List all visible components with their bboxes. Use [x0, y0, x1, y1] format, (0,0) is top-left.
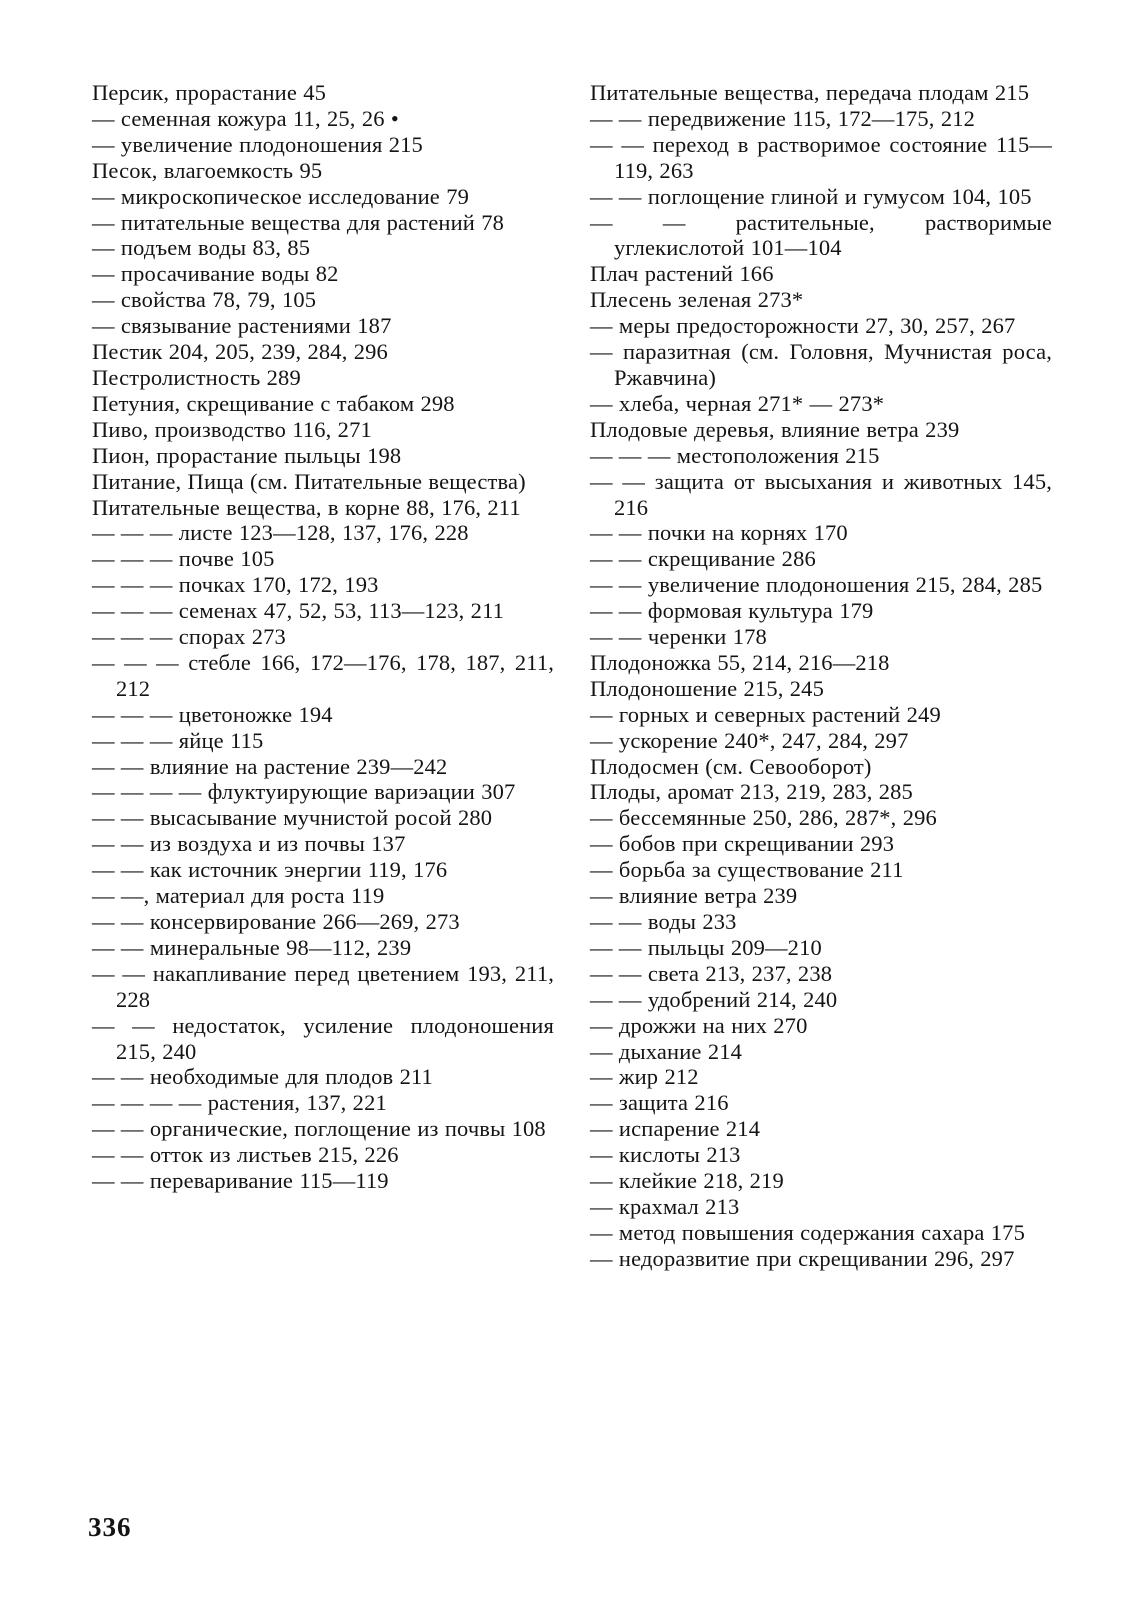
index-entry: — — переход в растворимое состояние 115—119, 263 — [590, 131, 1052, 183]
index-entry: — бессемянные 250, 286, 287*, 296 — [590, 805, 937, 831]
index-column-left — [92, 80, 554, 1194]
index-entry: Питание, Пища (см. Питательные вещества) — [92, 468, 526, 494]
index-entry: — свойства 78, 79, 105 — [92, 287, 317, 313]
index-entry: Плодосмен (см. Севооборот) — [590, 753, 872, 779]
index-entry: — испарение 214 — [590, 1116, 761, 1142]
index-entry: Пиво, производство 116, 271 — [92, 416, 372, 442]
index-entry: — питательные вещества для растений 78 — [92, 209, 505, 235]
index-entry: — — почки на корнях 170 — [590, 520, 848, 546]
index-entry: — — — яйце 115 — [92, 727, 264, 753]
index-entry: — — воды 233 — [590, 909, 737, 934]
index-entry: Плоды, аромат 213, 219, 283, 285 — [590, 779, 913, 805]
index-column-right — [590, 80, 1052, 1272]
index-entry: — — отток из листьев 215, 226 — [92, 1142, 399, 1168]
index-entry: — — высасывание мучнистой росой 280 — [92, 805, 493, 831]
index-entry: — — — — растения, 137, 221 — [92, 1090, 387, 1116]
index-entry: — жир 212 — [590, 1064, 699, 1090]
index-entry: Питательные вещества, передача плодам 215 — [590, 80, 1030, 105]
index-entry: — — формовая культура 179 — [590, 598, 874, 624]
index-entry: — — — — флуктуирующие вариэации 307 — [92, 779, 516, 805]
index-entry: — — консервирование 266—269, 273 — [92, 909, 460, 934]
index-entry: — — — листе 123—128, 137, 176, 228 — [92, 520, 469, 546]
index-entry: — клейкие 218, 219 — [590, 1168, 784, 1194]
index-entry: — — удобрений 214, 240 — [590, 986, 838, 1012]
index-entry: — — из воздуха и из почвы 137 — [92, 831, 406, 857]
index-entry: — горных и северных растений 249 — [590, 701, 941, 727]
index-entry: — — как источник энергии 119, 176 — [92, 857, 448, 883]
index-entry: Пион, прорастание пыльцы 198 — [92, 442, 402, 468]
index-entry: — — необходимые для плодов 211 — [92, 1064, 433, 1090]
index-entry: — метод повышения содержания сахара 175 — [590, 1219, 1025, 1245]
index-entry: — хлеба, черная 271* — 273* — [590, 390, 885, 416]
index-entry: Плодоношение 215, 245 — [590, 675, 824, 701]
index-entry: — — скрещивание 286 — [590, 546, 816, 572]
index-entry: — дрожжи на них 270 — [590, 1012, 808, 1038]
index-entry: — — — почках 170, 172, 193 — [92, 572, 379, 598]
index-entry: — — растительные, растворимые углекислотой 101—104 — [590, 209, 1052, 261]
index-entry: — — пыльцы 209—210 — [590, 934, 822, 960]
index-entry: — семенная кожура 11, 25, 26 • — [92, 105, 399, 131]
index-entry: — — — стебле 166, 172—176, 178, 187, 211, 212 — [92, 649, 554, 701]
index-entry: — — минеральные 98—112, 239 — [92, 934, 412, 960]
index-entry: — — поглощение глиной и гумусом 104, 105 — [590, 183, 1032, 209]
index-entry: — микроскопическое исследование 79 — [92, 183, 470, 209]
index-entry: — — переваривание 115—119 — [92, 1168, 389, 1194]
index-entry: — — света 213, 237, 238 — [590, 960, 833, 986]
index-entry: — — черенки 178 — [590, 624, 767, 650]
index-entry: — — защита от высыхания и животных 145, 216 — [590, 468, 1052, 520]
index-entry: Петуния, скрещивание с табаком 298 — [92, 390, 455, 416]
index-entry: Плодоножка 55, 214, 216—218 — [590, 649, 890, 675]
index-entry: — — недостаток, усиление плодоношения 215, 240 — [92, 1012, 554, 1064]
index-entry: — — влияние на растение 239—242 — [92, 753, 448, 779]
index-entry: — — увеличение плодоношения 215, 284, 285 — [590, 572, 1043, 598]
index-entry: — увеличение плодоношения 215 — [92, 131, 423, 157]
index-entry: — дыхание 214 — [590, 1038, 743, 1064]
index-entry: Плесень зеленая 273* — [590, 287, 804, 313]
index-entry: — кислоты 213 — [590, 1142, 741, 1168]
index-entry: — защита 216 — [590, 1090, 729, 1116]
index-entry: — связывание растениями 187 — [92, 313, 392, 339]
index-entry: — ускорение 240*, 247, 284, 297 — [590, 727, 909, 753]
index-entry: Пестик 204, 205, 239, 284, 296 — [92, 339, 388, 365]
index-entry: — — накапливание перед цветением 193, 211, 228 — [92, 960, 554, 1012]
index-entry: — борьба за существование 211 — [590, 857, 904, 883]
index-entry: — влияние ветра 239 — [590, 883, 798, 909]
index-entry: — —, материал для роста 119 — [92, 883, 385, 909]
index-entry: Плач растений 166 — [590, 261, 774, 287]
index-entry: — подъем воды 83, 85 — [92, 235, 311, 261]
index-entry: — — — местоположения 215 — [590, 442, 880, 468]
index-entry: — — — семенах 47, 52, 53, 113—123, 211 — [92, 598, 505, 624]
index-entry: — — — цветоножке 194 — [92, 701, 333, 727]
index-entry: — — органические, поглощение из почвы 108 — [92, 1116, 546, 1142]
index-entry: Питательные вещества, в корне 88, 176, 211 — [92, 494, 521, 520]
index-entry: — просачивание воды 82 — [92, 261, 339, 287]
index-entry: — — передвижение 115, 172—175, 212 — [590, 105, 976, 131]
index-entry: — недоразвитие при скрещивании 296, 297 — [590, 1245, 1015, 1271]
index-entry: Плодовые деревья, влияние ветра 239 — [590, 416, 960, 442]
index-entry: — бобов при скрещивании 293 — [590, 831, 895, 857]
page-number: 336 — [88, 1512, 132, 1542]
index-entry: — — — почве 105 — [92, 546, 275, 572]
index-entry: Песок, влагоемкость 95 — [92, 157, 323, 183]
index-entry: — паразитная (см. Головня, Мучнистая роса, Ржавчина) — [590, 339, 1052, 390]
index-entry: — — — спорах 273 — [92, 624, 286, 650]
index-entry: Пестролистность 289 — [92, 364, 301, 390]
index-entry: — меры предосторожности 27, 30, 257, 267 — [590, 313, 1016, 339]
index-entry: — крахмал 213 — [590, 1193, 740, 1219]
index-entry: Персик, прорастание 45 — [92, 80, 327, 105]
